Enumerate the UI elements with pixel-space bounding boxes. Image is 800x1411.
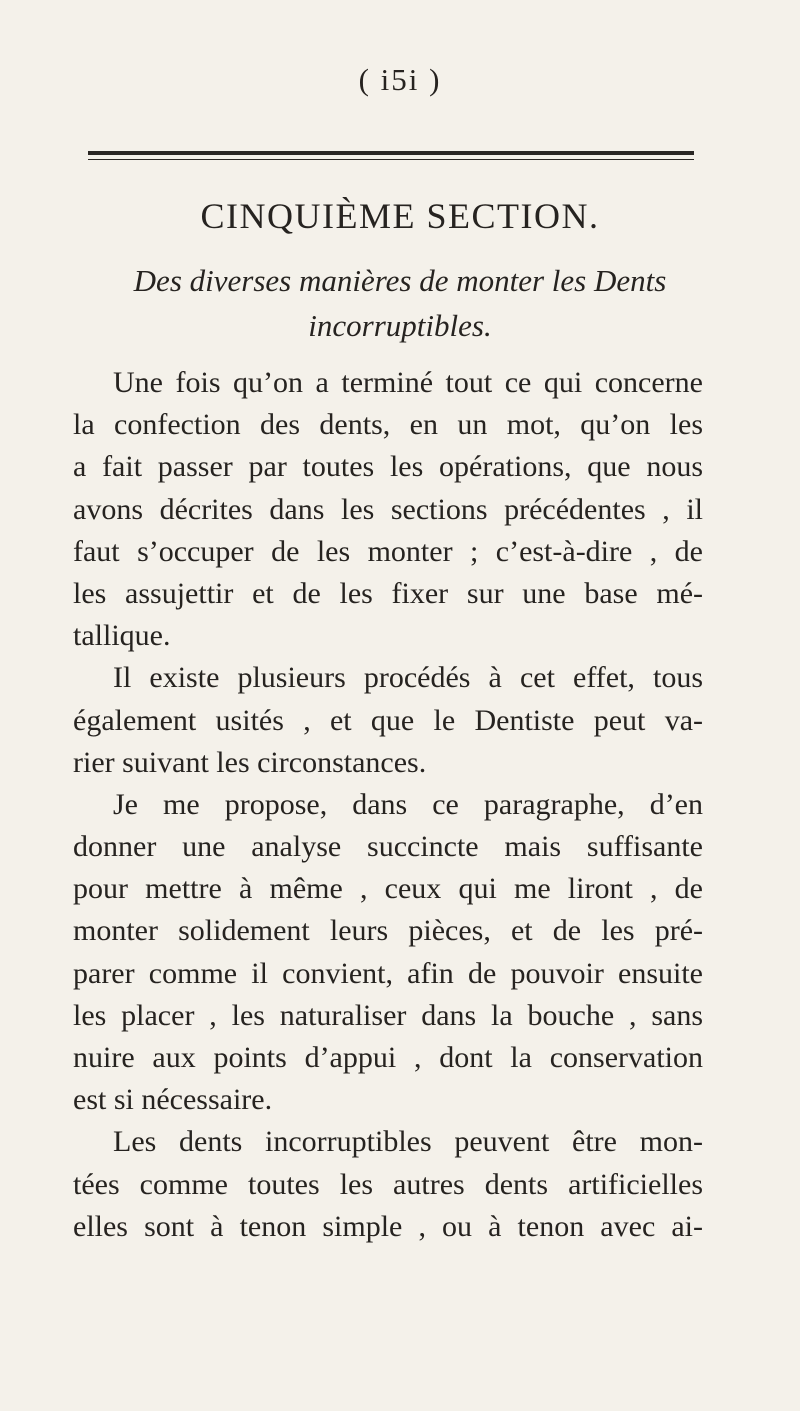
section-subtitle-line: Des diverses manières de monter les Dents — [133, 263, 667, 298]
text-line: Une fois qu’on a terminé tout ce qui concerne — [113, 366, 703, 399]
text-line: Je me propose, dans ce paragraphe, d’en — [113, 787, 703, 821]
body-text — [73, 362, 703, 1248]
text-line: faut s’occuper de les monter ; c’est-à-dire , de — [73, 534, 703, 568]
header-rule-thick — [88, 151, 694, 155]
text-line: pour mettre à même , ceux qui me liront , de — [73, 872, 703, 906]
text-line: elles sont à tenon simple , ou à tenon avec ai- — [73, 1209, 703, 1243]
text-line: nuire aux points d’appui , dont la conservation — [73, 1041, 703, 1074]
text-line: les placer , les naturaliser dans la bouche , sans — [73, 998, 703, 1032]
text-line: a fait passer par toutes les opérations, que nous — [73, 450, 703, 484]
text-line: Il existe plusieurs procédés à cet effet, tous — [113, 661, 703, 695]
text-line: tallique. — [73, 619, 171, 653]
text-line: tées comme toutes les autres dents artificielles — [73, 1167, 703, 1201]
text-line: est si nécessaire. — [73, 1083, 273, 1117]
text-line: donner une analyse succincte mais suffisante — [73, 830, 703, 864]
text-line: rier suivant les circonstances. — [73, 745, 427, 779]
text-line: la confection des dents, en un mot, qu’on les — [73, 408, 703, 442]
section-title: CINQUIÈME SECTION. — [200, 196, 600, 236]
text-line: avons décrites dans les sections précédentes , il — [73, 492, 703, 526]
header-rule-thin — [88, 159, 694, 160]
text-line: les assujettir et de les fixer sur une base mé- — [73, 576, 703, 610]
text-line: Les dents incorruptibles peuvent être mon- — [113, 1125, 703, 1159]
text-line: monter solidement leurs pièces, et de les pré- — [73, 914, 703, 948]
text-line: parer comme il convient, afin de pouvoir ensuite — [73, 956, 703, 990]
page-number: ( i5i ) — [358, 62, 442, 97]
section-subtitle-line: incorruptibles. — [308, 308, 492, 343]
text-line: également usités , et que le Dentiste peut va- — [73, 703, 703, 737]
